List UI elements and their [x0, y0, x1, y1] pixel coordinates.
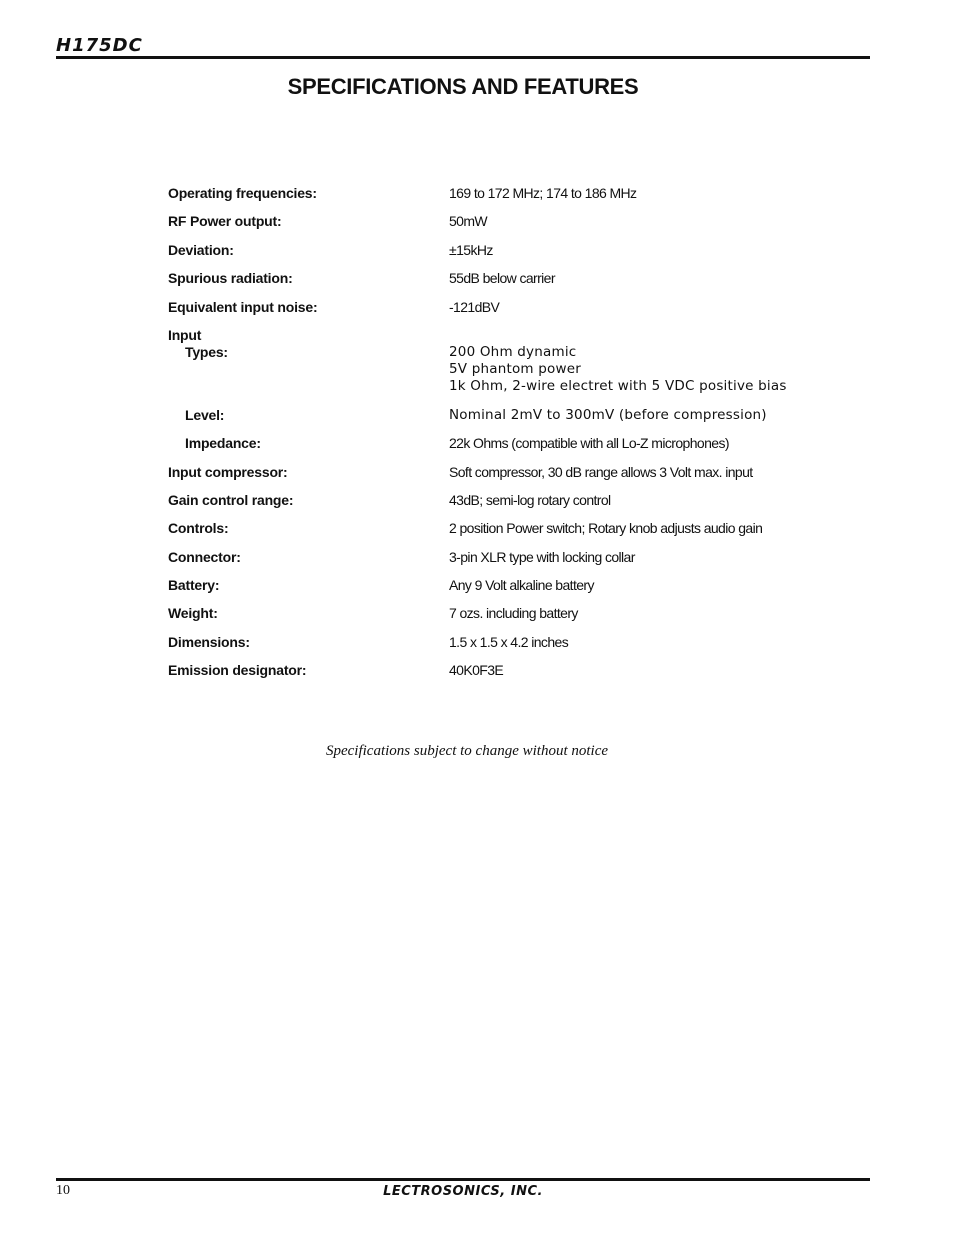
spec-label-gain-control-range: Gain control range:: [168, 492, 294, 508]
footnote: Specifications subject to change without notice: [325, 743, 609, 759]
model-name: H175DC: [56, 35, 143, 56]
footer-rule: [56, 1178, 870, 1181]
spec-label-spurious-radiation: Spurious radiation:: [168, 270, 293, 286]
spec-value-controls: 2 position Power switch; Rotary knob adjusts audio gain: [449, 520, 763, 536]
spec-label-input: Input: [168, 327, 202, 343]
spec-value-deviation: ±15kHz: [449, 242, 493, 258]
spec-value-impedance: 22k Ohms (compatible with all Lo-Z microphones): [449, 435, 729, 451]
spec-value-spurious-radiation: 55dB below carrier: [449, 270, 555, 286]
spec-value-equivalent-input-noise: -121dBV: [449, 299, 500, 315]
spec-label-input-compressor: Input compressor:: [168, 464, 288, 480]
spec-label-impedance: Impedance:: [185, 435, 261, 451]
spec-value-types-line: 1k Ohm, 2-wire electret with 5 VDC positive bias: [449, 378, 787, 394]
spec-value-types-line: 5V phantom power: [449, 361, 581, 377]
spec-value-dimensions: 1.5 x 1.5 x 4.2 inches: [449, 634, 569, 650]
spec-table: [168, 0, 868, 700]
spec-label-connector: Connector:: [168, 549, 241, 565]
spec-value-connector: 3-pin XLR type with locking collar: [449, 549, 635, 565]
spec-label-emission-designator: Emission designator:: [168, 662, 307, 678]
page-title: SPECIFICATIONS AND FEATURES: [287, 74, 639, 99]
page-number: 10: [56, 1183, 70, 1198]
spec-value-types: [449, 344, 787, 395]
spec-label-deviation: Deviation:: [168, 242, 234, 258]
spec-value-emission-designator: 40K0F3E: [449, 662, 504, 678]
spec-label-operating-frequencies: Operating frequencies:: [168, 185, 317, 201]
company-name: LECTROSONICS, INC.: [383, 1184, 543, 1199]
spec-value-level: Nominal 2mV to 300mV (before compression): [449, 407, 767, 423]
spec-label-rf-power-output: RF Power output:: [168, 213, 282, 229]
spec-value-battery: Any 9 Volt alkaline battery: [449, 577, 594, 593]
spec-value-weight: 7 ozs. including battery: [449, 605, 578, 621]
spec-value-gain-control-range: 43dB; semi-log rotary control: [449, 492, 611, 508]
spec-value-operating-frequencies: 169 to 172 MHz; 174 to 186 MHz: [449, 185, 637, 201]
spec-value-input-compressor: Soft compressor, 30 dB range allows 3 Volt max. input: [449, 464, 753, 480]
spec-label-weight: Weight:: [168, 605, 218, 621]
spec-label-equivalent-input-noise: Equivalent input noise:: [168, 299, 318, 315]
spec-label-level: Level:: [185, 407, 225, 423]
spec-value-rf-power-output: 50mW: [449, 213, 488, 229]
spec-label-controls: Controls:: [168, 520, 229, 536]
spec-label-types: Types:: [185, 344, 228, 360]
spec-value-types-line: 200 Ohm dynamic: [449, 344, 577, 360]
spec-label-dimensions: Dimensions:: [168, 634, 250, 650]
spec-label-battery: Battery:: [168, 577, 220, 593]
